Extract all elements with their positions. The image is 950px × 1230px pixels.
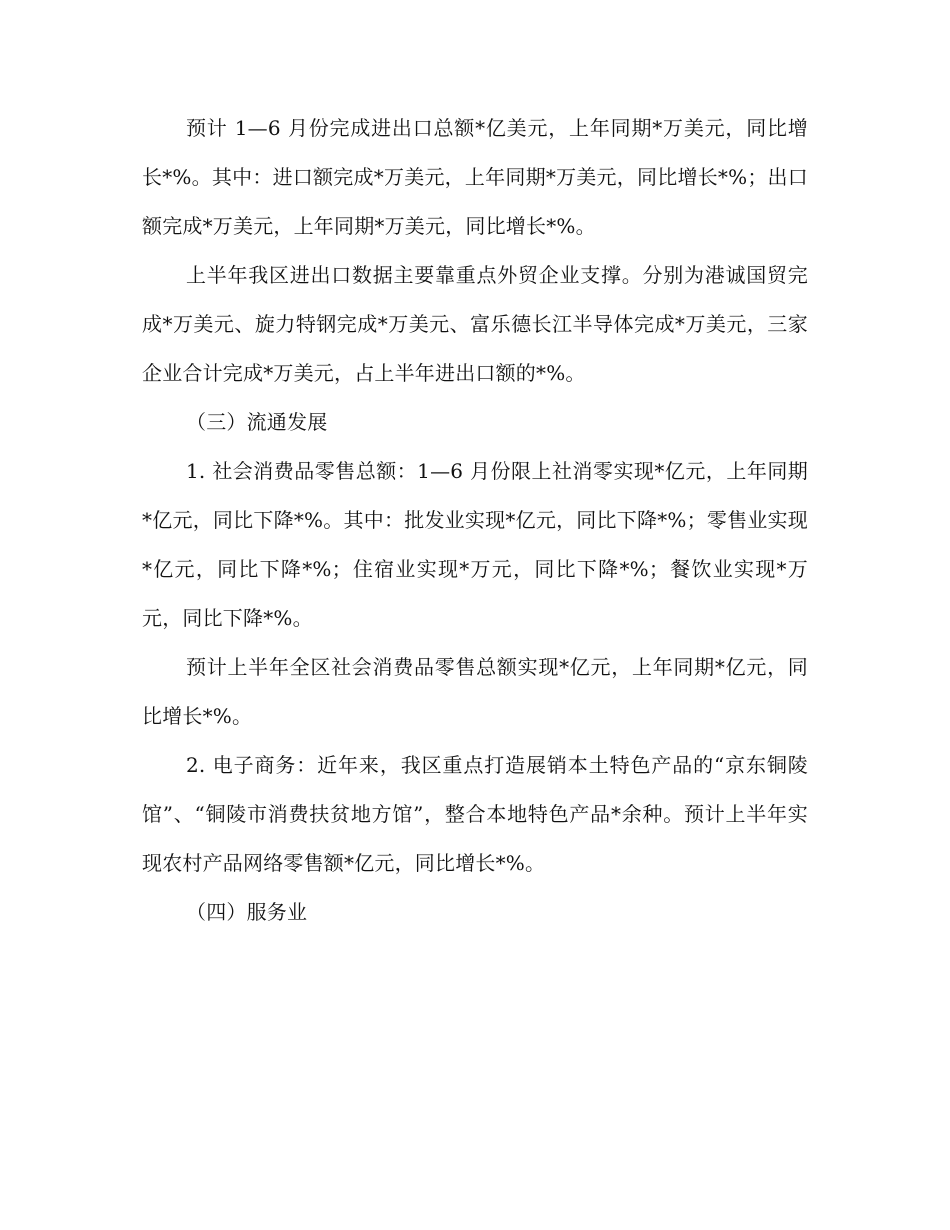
paragraph-e-commerce: 2. 电子商务：近年来，我区重点打造展销本土特色产品的“京东铜陵馆”、“铜陵市消费扶贫地方馆”，整合本地特色产品*余种。预计上半年实现农村产品网络零售额*亿元，同比增长*%。 xyxy=(142,753,808,875)
paragraph-key-trade-enterprises: 上半年我区进出口数据主要靠重点外贸企业支撑。分别为港诚国贸完成*万美元、旋力特钢完成*万美元、富乐德长江半导体完成*万美元，三家企业合计完成*万美元，占上半年进出口额的*%。 xyxy=(142,263,808,385)
section-heading-circulation: （三）流通发展 xyxy=(186,410,328,434)
paragraph-retail-forecast: 预计上半年全区社会消费品零售总额实现*亿元，上年同期*亿元，同比增长*%。 xyxy=(142,655,808,728)
section-heading-services: （四）服务业 xyxy=(186,900,308,924)
document-body xyxy=(142,104,808,937)
paragraph-import-export-forecast: 预计 1—6 月份完成进出口总额*亿美元，上年同期*万美元，同比增长*%。其中：进口额完成*万美元，上年同期*万美元，同比增长*%；出口额完成*万美元，上年同期*万美元，同比增长*%。 xyxy=(142,116,808,238)
paragraph-retail-sales: 1. 社会消费品零售总额：1—6 月份限上社消零实现*亿元，上年同期*亿元，同比下降*%。其中：批发业实现*亿元，同比下降*%；零售业实现*亿元，同比下降*%；住宿业实现*万元，同比下降*%；餐饮业实现*万元，同比下降*%。 xyxy=(142,459,808,630)
